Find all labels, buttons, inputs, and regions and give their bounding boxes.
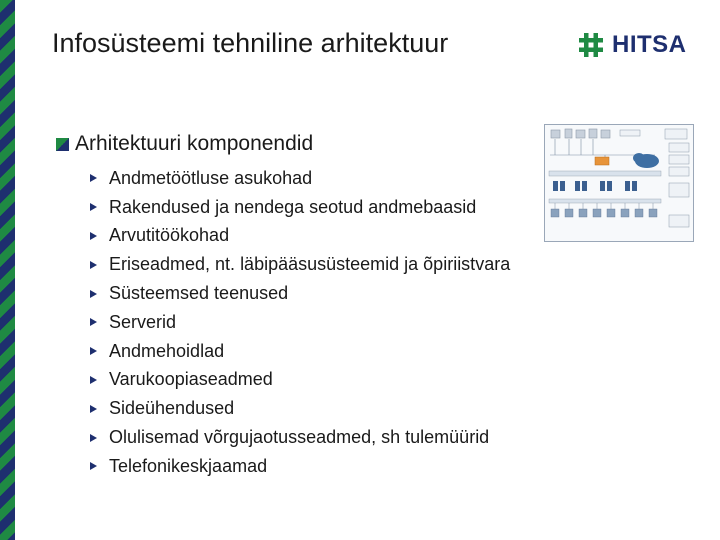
list-item	[90, 164, 510, 193]
list-item-text: Rakendused ja nendega seotud andmebaasid	[109, 196, 477, 217]
triangle-bullet-icon	[90, 290, 97, 298]
list-item-text: Andmetöötluse asukohad	[109, 167, 313, 188]
section-bullet-icon	[56, 138, 69, 151]
architecture-diagram	[544, 124, 694, 242]
logo-text: HITSA	[612, 31, 687, 58]
component-list	[90, 164, 510, 481]
list-item	[90, 193, 510, 222]
list-item	[90, 337, 510, 366]
section-heading-text: Arhitektuuri komponendid	[75, 132, 314, 155]
triangle-bullet-icon	[90, 347, 97, 355]
list-item-text: Süsteemsed teenused	[109, 283, 289, 304]
triangle-bullet-icon	[90, 376, 97, 384]
list-item	[90, 394, 510, 423]
list-item	[90, 222, 510, 251]
slide-title: Infosüsteemi tehniline arhitektuur	[52, 28, 449, 58]
list-item-text: Andmehoidlad	[109, 340, 225, 361]
list-item-text: Varukoopiaseadmed	[109, 369, 273, 390]
list-item	[90, 308, 510, 337]
triangle-bullet-icon	[90, 203, 97, 211]
list-item-text: Arvutitöökohad	[109, 225, 230, 246]
list-item-text: Sideühendused	[109, 398, 235, 419]
list-item-text: Telefonikeskjaamad	[109, 455, 268, 476]
list-item-text: Olulisemad võrgujaotusseadmed, sh tulemüürid	[109, 427, 490, 448]
triangle-bullet-icon	[90, 261, 97, 269]
list-item	[90, 279, 510, 308]
decorative-stripe	[0, 0, 18, 540]
section-heading	[56, 132, 313, 156]
list-item-text: Serverid	[109, 311, 177, 332]
triangle-bullet-icon	[90, 232, 97, 240]
list-item	[90, 250, 510, 279]
triangle-bullet-icon	[90, 462, 97, 470]
triangle-bullet-icon	[90, 434, 97, 442]
list-item	[90, 366, 510, 395]
list-item	[90, 452, 510, 481]
list-item	[90, 423, 510, 452]
hitsa-logo	[578, 30, 687, 60]
list-item-text: Eriseadmed, nt. läbipääsusüsteemid ja õpiriistvara	[109, 254, 511, 275]
triangle-bullet-icon	[90, 405, 97, 413]
triangle-bullet-icon	[90, 318, 97, 326]
triangle-bullet-icon	[90, 174, 97, 182]
hitsa-logo-icon	[578, 32, 604, 58]
